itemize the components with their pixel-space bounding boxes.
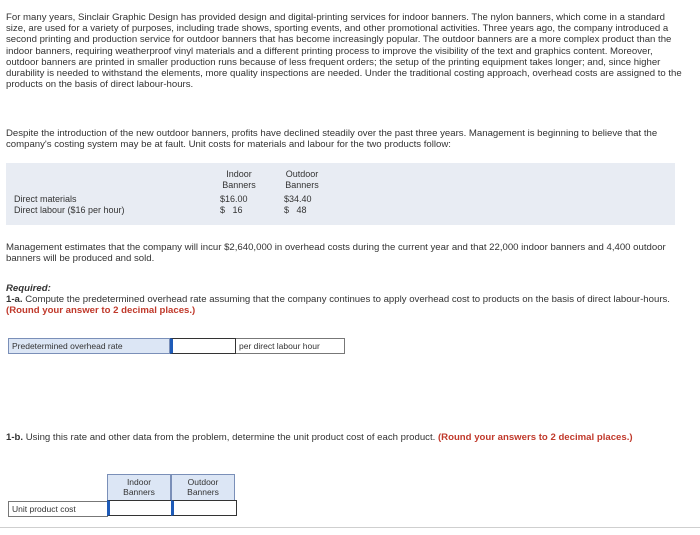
- question-1b: [6, 432, 686, 443]
- grid-indoor-header: [107, 474, 171, 502]
- question-1a: [6, 294, 686, 316]
- grid-outdoor-header-line2: Banners: [187, 487, 219, 497]
- question-1a-note: (Round your answer to 2 decimal places.): [6, 305, 196, 317]
- outdoor-direct-labour: $ 48: [284, 205, 307, 215]
- grid-outdoor-header: [171, 474, 235, 502]
- overhead-rate-row: [8, 338, 345, 354]
- indoor-header-line2: Banners: [222, 179, 256, 190]
- unit-product-cost-label: Unit product cost: [8, 501, 108, 517]
- grid-indoor-header-line2: Banners: [123, 487, 155, 497]
- overhead-rate-input[interactable]: [170, 338, 236, 354]
- grid-outdoor-header-line1: Outdoor: [187, 477, 219, 487]
- row-label-direct-materials: Direct materials: [14, 194, 77, 204]
- indoor-header: [214, 169, 264, 190]
- estimate-paragraph: Management estimates that the company will incur $2,640,000 in overhead costs during the current year and that 22,000 indoor banners and 4,400 outdoor banners will be produced and sold.: [6, 242, 666, 265]
- outdoor-unit-cost-input[interactable]: [171, 500, 237, 516]
- overhead-rate-unit: per direct labour hour: [236, 338, 345, 354]
- indoor-direct-materials: $16.00: [220, 194, 248, 204]
- indoor-header-line1: Indoor: [226, 169, 252, 179]
- required-title: Required:: [6, 283, 51, 294]
- grid-indoor-header-line1: Indoor: [126, 477, 152, 487]
- outdoor-header-line2: Banners: [285, 179, 319, 190]
- question-1a-number: 1-a.: [6, 294, 23, 305]
- intro-paragraph-1: For many years, Sinclair Graphic Design has provided design and digital-printing services for indoor banners. The nylon banners, which come in a standard size, are used for a variety of purposes, including trade shows, sporting events, and other promotional activities. Three years ago, the company introduced a second printing and production service for outdoor banners that has become increasingly popular. The outdoor banners are a more complex product than the indoor banners, requiring weatherproof vinyl materials and a different printing process to improve the visibility of the text and graphics content. Moreover, outdoor banners are printed in smaller production runs because of less frequent orders; the setup of the printing equipment takes longer; and, since higher durability is needed to withstand the elements, more quality inspections are needed. Under the traditional costing approach, overhead costs are assigned to the products on the basis of direct labour-hours.: [6, 12, 682, 91]
- indoor-direct-labour: $ 16: [220, 205, 243, 215]
- overhead-rate-label: Predetermined overhead rate: [8, 338, 170, 354]
- question-1b-number: 1-b.: [6, 432, 24, 443]
- question-1b-note: (Round your answers to 2 decimal places.): [437, 432, 633, 443]
- question-1a-text: Compute the predetermined overhead rate assuming that the company continues to apply overhead cost to products on the basis of direct labour-hours.: [22, 294, 670, 305]
- outdoor-direct-materials: $34.40: [284, 194, 312, 204]
- unit-cost-table: [6, 163, 675, 225]
- indoor-unit-cost-input[interactable]: [107, 500, 173, 516]
- row-label-direct-labour: Direct labour ($16 per hour): [14, 205, 125, 215]
- bottom-divider: [0, 527, 700, 528]
- outdoor-header-line1: Outdoor: [285, 169, 319, 179]
- intro-paragraph-2: Despite the introduction of the new outdoor banners, profits have declined steadily over the past three years. Management is beginning to believe that the company's costing system may be at fault. Unit costs for materials and labour for the two products follow:: [6, 128, 658, 151]
- outdoor-header: [274, 169, 330, 190]
- question-1b-text: Using this rate and other data from the problem, determine the unit product cost of each product.: [23, 432, 438, 443]
